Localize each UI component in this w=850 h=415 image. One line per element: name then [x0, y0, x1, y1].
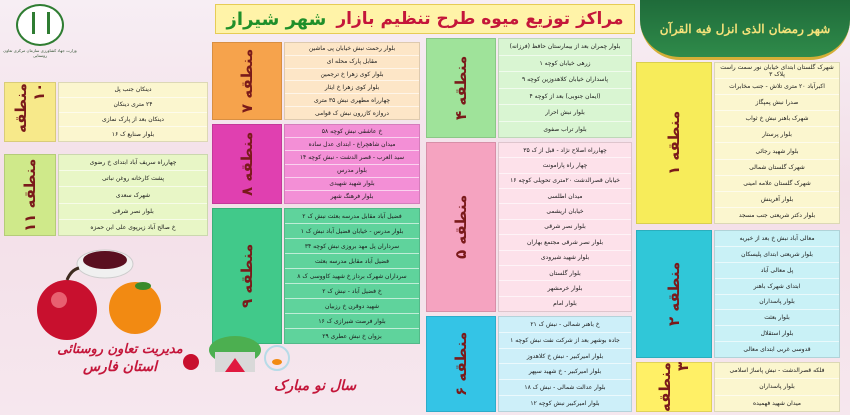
z3-item: فلکه قصرالدشت - نبش پاساژ اسلامی	[715, 363, 839, 379]
zone-5-list	[498, 142, 632, 312]
z6-item: خ باهنر شمالی - نبش ک ۲۱	[499, 317, 631, 333]
z8-item: سید العرب - قصر الدشت - نبش کوچه ۱۴	[285, 151, 419, 164]
z6-item: بلوار امیرکبیر - خ شهید سپهر	[499, 364, 631, 380]
z8-item: بلوار شهید شهیدی	[285, 178, 419, 191]
z1-item: شهرک گلستان ابتدای خیابان نور سمت راست پلاک ۳	[715, 63, 839, 79]
z1-item: بلوار دکتر شریعتی جنب مسجد	[738, 211, 816, 219]
zone-8-label: منطقه ۸	[212, 124, 282, 204]
z7-item: مقابل پارک محله ای	[285, 56, 419, 69]
new-year-greeting: سال نو مبارک	[273, 378, 357, 394]
z7-item: بلوار رحمت نبش خیابان پی ماشین	[285, 43, 419, 56]
z1-item: شهرک باهنر نبش خ ثواب	[715, 111, 839, 127]
z7-item: بلوار کوی زهرا خ ایثار	[285, 81, 419, 94]
z10-item: ۲۴ متری دینکان	[59, 98, 207, 113]
organization-logo	[0, 0, 80, 60]
z5-item: بلوار خرمشهر	[499, 281, 631, 296]
z8-item: بلوار مدرس	[285, 165, 419, 178]
z1-item: صدرا نبش پمپگاز	[715, 95, 839, 111]
z2-item: قدوسی غربی ابتدای معالی	[743, 346, 811, 354]
zone-7-label: منطقه ۷	[212, 42, 282, 120]
cooperative-line-2: استان فارس	[82, 359, 158, 375]
z8-item: میدان شاهچراغ - ابتدای عدل ساده	[285, 138, 419, 151]
z2-item: بلوار شریعتی ابتدای پلیسکان	[715, 247, 839, 263]
zone-3-list	[714, 362, 840, 412]
z5-item: میدان اطلسی	[499, 189, 631, 204]
z5-item: بلوار شهید شیرودی	[499, 251, 631, 266]
zone-1-list	[714, 62, 840, 224]
z9-item: بلوار فرصت شیرازی ک ۱۶	[285, 314, 419, 329]
z4-item: (ایمان جنوبی) بعد از کوچه ۴	[499, 89, 631, 106]
zone-11-list	[58, 154, 208, 236]
zone-2-label: منطقه ۲	[636, 230, 712, 358]
zone-6-label: منطقه ۶	[426, 316, 496, 412]
z9-item: بلوار مدرس - خیابان فضیل آباد نبش ک ۱	[285, 224, 419, 239]
z10-item: بلوار صنایع ک ۱۶	[111, 130, 155, 138]
z11-item: پشت کارخانه روغن نباتی	[59, 171, 207, 187]
z2-item: پل معالی آباد	[715, 263, 839, 279]
z9-item: فضیل آباد مقابل مدرسه بعثت نبش ک ۲	[285, 209, 419, 224]
z1-item: بلوار آفرینش	[715, 192, 839, 208]
zone-3-label: منطقه ۳	[636, 362, 712, 412]
zone-11-label: منطقه ۱۱	[4, 154, 56, 236]
zone-5-label: منطقه ۵	[426, 142, 496, 312]
zone-8-list	[284, 124, 420, 204]
zone-4-list	[498, 38, 632, 138]
z4-item: زرهی خیابان کوچه ۱	[499, 56, 631, 73]
z2-item: ابتدای شهرک باهنر	[715, 279, 839, 295]
zone-4-label: منطقه ۴	[426, 38, 496, 138]
z2-item: معالی آباد نبش خ بعد از خیریه	[715, 231, 839, 247]
z7-item: بلوار کوی زهرا خ ترجمین	[285, 69, 419, 82]
z4-item: بلوار تراب صفوی	[543, 125, 587, 133]
z1-item: بلوار پرستار	[715, 127, 839, 143]
z1-item: شهرک گلستان علامه امینی	[715, 176, 839, 192]
organization-name: وزارت جهاد کشاورزی سازمان مرکزی تعاون روستایی	[3, 48, 77, 58]
z3-item: میدان شهید فهمیده	[752, 399, 802, 407]
z1-item: اکبرآباد ۲۰ متری تلاش - جنب مخابرات	[715, 79, 839, 95]
z9-item: شهید دوقرن خ رزبیان	[285, 299, 419, 314]
z6-item: بلوار امیرکبیر - نبش خ کلاهدوز	[499, 349, 631, 365]
z6-item: جاده بوشهر بعد از شرکت نفت نبش کوچه ۱	[499, 333, 631, 349]
title-city: شهر شیراز	[226, 8, 327, 30]
banner-text: شهر رمضان الذی انزل فیه القرآن	[659, 21, 831, 36]
z2-item: بلوار استقلال	[715, 326, 839, 342]
cooperative-line-1: مدیریت تعاون روستائی	[57, 342, 183, 357]
z11-item: بلوار نصر شرقی	[59, 204, 207, 220]
page-title	[215, 4, 635, 34]
z11-item: خ صالح آباد زیرپوی علی ابن حمزه	[90, 223, 176, 231]
z5-item: بلوار نصر شرقی	[499, 220, 631, 235]
z4-item: بلوار چمران بعد از بیمارستان حافظ (فرزانه)	[499, 39, 631, 56]
z4-item: پاسداران خیابان کلاهدوزین کوچه ۹	[499, 72, 631, 89]
z2-item: بلوار پاسداران	[715, 295, 839, 311]
z9-item: سرداران شهرک برداز خ شهید کاووسی ک ۸	[285, 269, 419, 284]
z10-item: دینکان بعد از پارک نمازی	[59, 113, 207, 128]
z11-item: چهارراه سریف آباد ابتدای خ رضوی	[59, 155, 207, 171]
z5-item: بلوار نصر شرقی مجتمع بهاران	[499, 235, 631, 250]
z7-item: دروازه کازرون نبش ک قوامی	[315, 109, 389, 117]
z7-item: چهارراه مطهری نبش ۳۵ متری	[285, 94, 419, 107]
z6-item: بلوار امیرکبیر نبش کوچه ۱۲	[530, 400, 600, 408]
z2-item: بلوار بعثت	[715, 310, 839, 326]
z5-item: چهار راه پارامونت	[499, 158, 631, 173]
z9-item: خ فضیل آباد - نبش ک ۲	[285, 284, 419, 299]
z1-item: شهرک گلستان شمالی	[715, 160, 839, 176]
z5-item: بلوار گلستان	[499, 266, 631, 281]
z4-item: بلوار نبش احرار	[499, 105, 631, 122]
zone-9-label: منطقه ۹	[212, 208, 282, 344]
zone-6-list	[498, 316, 632, 412]
title-main: مراکز توزیع میوه طرح تنظیم بازار	[336, 9, 624, 29]
z5-item: خیابان قصرالدشت ۲۰متری تحویلی کوچه ۱۶	[499, 174, 631, 189]
zone-10-label: منطقه ۱۰	[4, 82, 56, 142]
z9-item: سرداران پل مهد بروزی نبش کوچه ۳۴	[285, 239, 419, 254]
z10-item: دینکان جنب پل	[59, 83, 207, 98]
z11-item: شهرک سعدی	[59, 187, 207, 203]
z6-item: بلوار عدالت شمالی - نبش ک ۱۸	[499, 380, 631, 396]
z5-item: بلوار امام	[553, 300, 577, 308]
emblem-icon	[16, 4, 64, 46]
z1-item: بلوار شهید رجائی	[715, 143, 839, 159]
z8-item: بلوار فرهنگ شهر	[330, 193, 374, 201]
cooperative-caption	[30, 342, 210, 402]
z5-item: چهارراه اصلاح نژاد - قبل از ک ۳۵	[499, 143, 631, 158]
z9-item: فضیل آباد مقابل مدرسه بعثت	[285, 254, 419, 269]
z9-item: بزوان خ نبش عطری ۲۹	[322, 332, 382, 340]
zone-10-list	[58, 82, 208, 142]
quran-banner	[640, 0, 850, 60]
z3-item: بلوار پاسداران	[715, 379, 839, 395]
zone-7-list	[284, 42, 420, 120]
zone-1-label: منطقه ۱	[636, 62, 712, 224]
z5-item: خیابان اریشمی	[499, 204, 631, 219]
z8-item: خ عاشقی نبش کوچه ۵۸	[285, 125, 419, 138]
zone-2-list	[714, 230, 840, 358]
